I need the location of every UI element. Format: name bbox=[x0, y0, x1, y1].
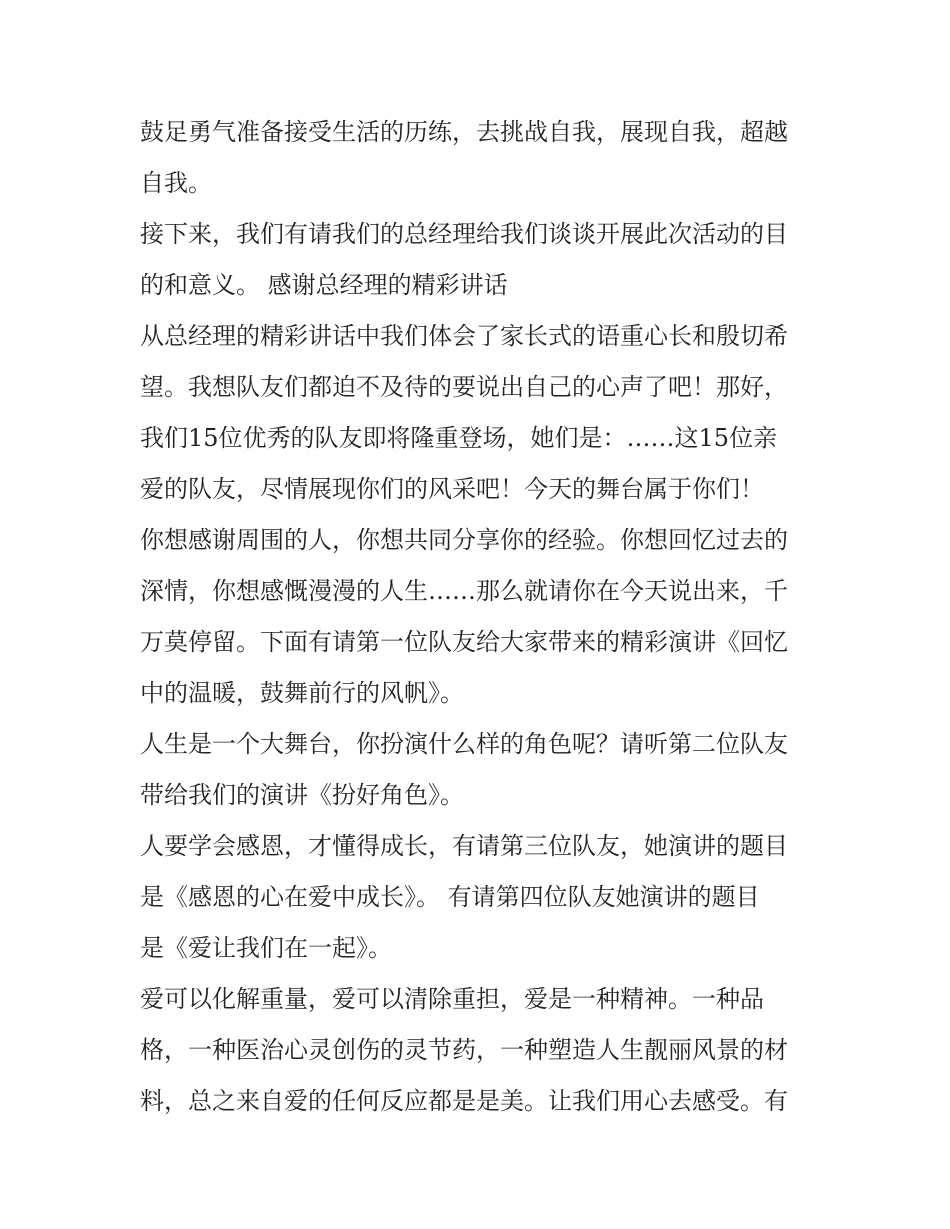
text-line: 人生是一个大舞台，你扮演什么样的角色呢？请听第二位队友 bbox=[140, 730, 788, 758]
text-line: 料，总之来自爱的任何反应都是是美。让我们用心去感受。有 bbox=[140, 1087, 788, 1115]
text-line: 望。我想队友们都迫不及待的要说出自己的心声了吧！那好， bbox=[140, 373, 788, 401]
text-line: 你想感谢周围的人，你想共同分享你的经验。你想回忆过去的 bbox=[140, 526, 788, 554]
text-line: 深情，你想感慨漫漫的人生……那么就请你在今天说出来，千 bbox=[140, 577, 788, 605]
text-line: 的和意义。 感谢总经理的精彩讲话 bbox=[140, 271, 508, 299]
text-line: 我们15位优秀的队友即将隆重登场，她们是：……这15位亲 bbox=[140, 424, 778, 452]
text-line: 爱的队友，尽情展现你们的风采吧！今天的舞台属于你们！ bbox=[140, 475, 764, 503]
text-line: 接下来，我们有请我们的总经理给我们谈谈开展此次活动的目 bbox=[140, 220, 788, 248]
text-line: 是《感恩的心在爱中成长》。 有请第四位队友她演讲的题目 bbox=[140, 883, 760, 911]
text-line: 从总经理的精彩讲话中我们体会了家长式的语重心长和殷切希 bbox=[140, 322, 788, 350]
document-body bbox=[140, 107, 812, 1127]
text-line: 万莫停留。下面有请第一位队友给大家带来的精彩演讲《回忆 bbox=[140, 628, 788, 656]
text-line: 格，一种医治心灵创伤的灵节药，一种塑造人生靓丽风景的材 bbox=[140, 1036, 788, 1064]
text-line: 自我。 bbox=[140, 169, 212, 197]
text-line: 爱可以化解重量，爱可以清除重担，爱是一种精神。一种品 bbox=[140, 985, 764, 1013]
text-line: 人要学会感恩，才懂得成长，有请第三位队友，她演讲的题目 bbox=[140, 832, 788, 860]
text-line: 带给我们的演讲《扮好角色》。 bbox=[140, 781, 464, 809]
text-line: 中的温暖，鼓舞前行的风帆》。 bbox=[140, 679, 464, 707]
text-line: 鼓足勇气准备接受生活的历练，去挑战自我，展现自我，超越 bbox=[140, 118, 788, 146]
text-line: 是《爱让我们在一起》。 bbox=[140, 934, 392, 962]
